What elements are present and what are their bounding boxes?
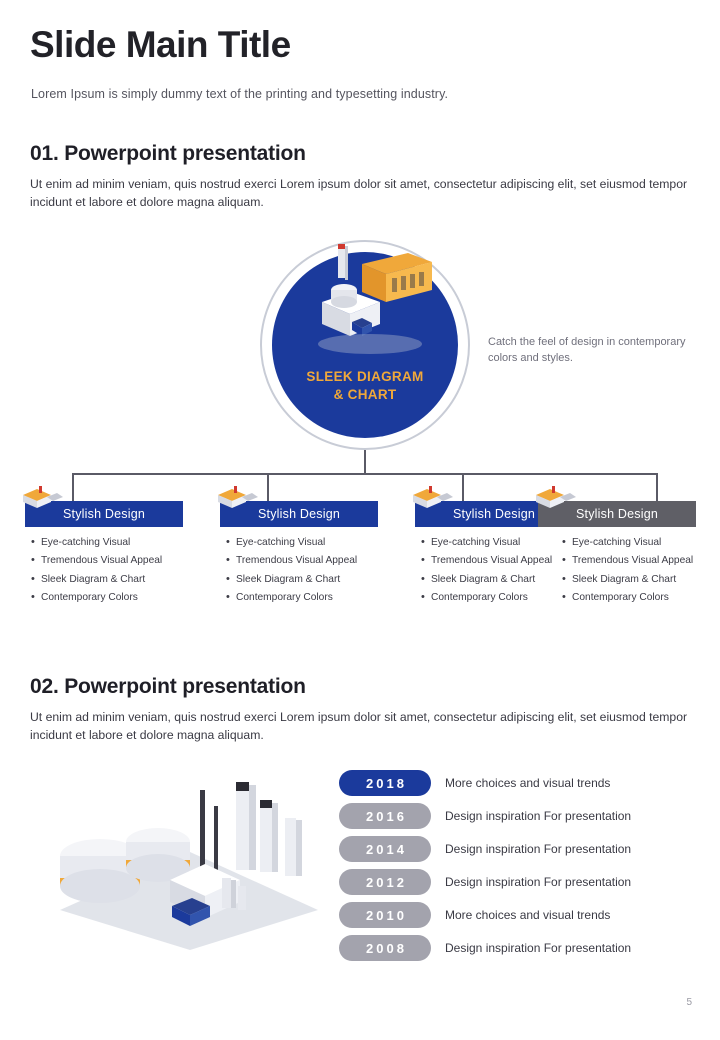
timeline-text: More choices and visual trends <box>445 908 611 922</box>
section-1-body: Ut enim ad minim veniam, quis nostrud exerci Lorem ipsum dolor sit amet, consectetur adipiscing elit, set eiusmod tempor incidunt et labore et dolore magna aliquam. <box>30 177 688 209</box>
timeline-row[interactable] <box>339 869 699 895</box>
machine-icon <box>212 481 260 513</box>
timeline-text: Design inspiration For presentation <box>445 875 632 889</box>
timeline-row[interactable] <box>339 836 699 862</box>
timeline-year-badge: 2014 <box>339 836 431 862</box>
list-item: • Tremendous Visual Appeal <box>415 553 573 568</box>
list-item: • Sleek Diagram & Chart <box>25 572 183 587</box>
page-subtitle: Lorem Ipsum is simply dummy text of the printing and typesetting industry. <box>31 87 449 101</box>
list-item: • Contemporary Colors <box>220 590 378 605</box>
timeline-text: Design inspiration For presentation <box>445 941 632 955</box>
timeline-year-badge: 2016 <box>339 803 431 829</box>
connector-drop-4 <box>656 473 658 501</box>
factory-illustration-icon <box>300 240 450 360</box>
list-item: • Contemporary Colors <box>25 590 183 605</box>
timeline-year-badge: 2010 <box>339 902 431 928</box>
card-title: Stylish Design <box>415 501 573 527</box>
list-item: • Contemporary Colors <box>556 590 696 605</box>
timeline-text: Design inspiration For presentation <box>445 809 632 823</box>
section-1-heading: 01. Powerpoint presentation <box>30 142 306 165</box>
card-feature-list <box>220 535 378 605</box>
machine-icon <box>530 481 578 513</box>
diagram-note: Catch the feel of design in contemporary colors and styles. <box>488 336 686 364</box>
list-item: • Eye-catching Visual <box>556 535 696 550</box>
timeline-list <box>339 770 699 968</box>
timeline-text: More choices and visual trends <box>445 776 611 790</box>
connector-drop-2 <box>267 473 269 501</box>
timeline-text: Design inspiration For presentation <box>445 842 632 856</box>
list-item: • Tremendous Visual Appeal <box>25 553 183 568</box>
section-1-diagram <box>0 225 720 645</box>
card-feature-list <box>25 535 183 605</box>
timeline-year-badge: 2018 <box>339 770 431 796</box>
list-item: • Eye-catching Visual <box>25 535 183 550</box>
diagram-center-label-line2: & CHART <box>333 387 397 403</box>
connector-drop-1 <box>72 473 74 501</box>
timeline-row[interactable] <box>339 770 699 796</box>
section-2-heading: 02. Powerpoint presentation <box>30 675 306 698</box>
list-item: • Sleek Diagram & Chart <box>556 572 696 587</box>
feature-card[interactable] <box>538 501 696 608</box>
page-number: 5 <box>686 997 692 1008</box>
card-feature-list <box>556 535 696 605</box>
list-item: • Contemporary Colors <box>415 590 573 605</box>
connector-drop-3 <box>462 473 464 501</box>
timeline-year-badge: 2012 <box>339 869 431 895</box>
card-title: Stylish Design <box>25 501 183 527</box>
connector-vertical-main <box>364 450 366 474</box>
feature-card[interactable] <box>220 501 378 608</box>
list-item: • Sleek Diagram & Chart <box>415 572 573 587</box>
timeline-year-badge: 2008 <box>339 935 431 961</box>
refinery-illustration-icon <box>40 760 330 950</box>
list-item: • Sleek Diagram & Chart <box>220 572 378 587</box>
feature-card[interactable] <box>25 501 183 608</box>
diagram-center-label <box>282 368 448 404</box>
list-item: • Eye-catching Visual <box>220 535 378 550</box>
diagram-center-label-line1: SLEEK DIAGRAM <box>306 369 424 384</box>
timeline-row[interactable] <box>339 902 699 928</box>
list-item: • Eye-catching Visual <box>415 535 573 550</box>
section-2-body: Ut enim ad minim veniam, quis nostrud exerci Lorem ipsum dolor sit amet, consectetur adipiscing elit, set eiusmod tempor incidunt et labore et dolore magna aliquam. <box>30 710 688 742</box>
card-title: Stylish Design <box>220 501 378 527</box>
connector-horizontal <box>72 473 656 475</box>
timeline-row[interactable] <box>339 935 699 961</box>
machine-icon <box>407 481 455 513</box>
list-item: • Tremendous Visual Appeal <box>220 553 378 568</box>
card-title: Stylish Design <box>538 501 696 527</box>
page-title: Slide Main Title <box>30 24 291 65</box>
list-item: • Tremendous Visual Appeal <box>556 553 696 568</box>
timeline-row[interactable] <box>339 803 699 829</box>
machine-icon <box>17 481 65 513</box>
